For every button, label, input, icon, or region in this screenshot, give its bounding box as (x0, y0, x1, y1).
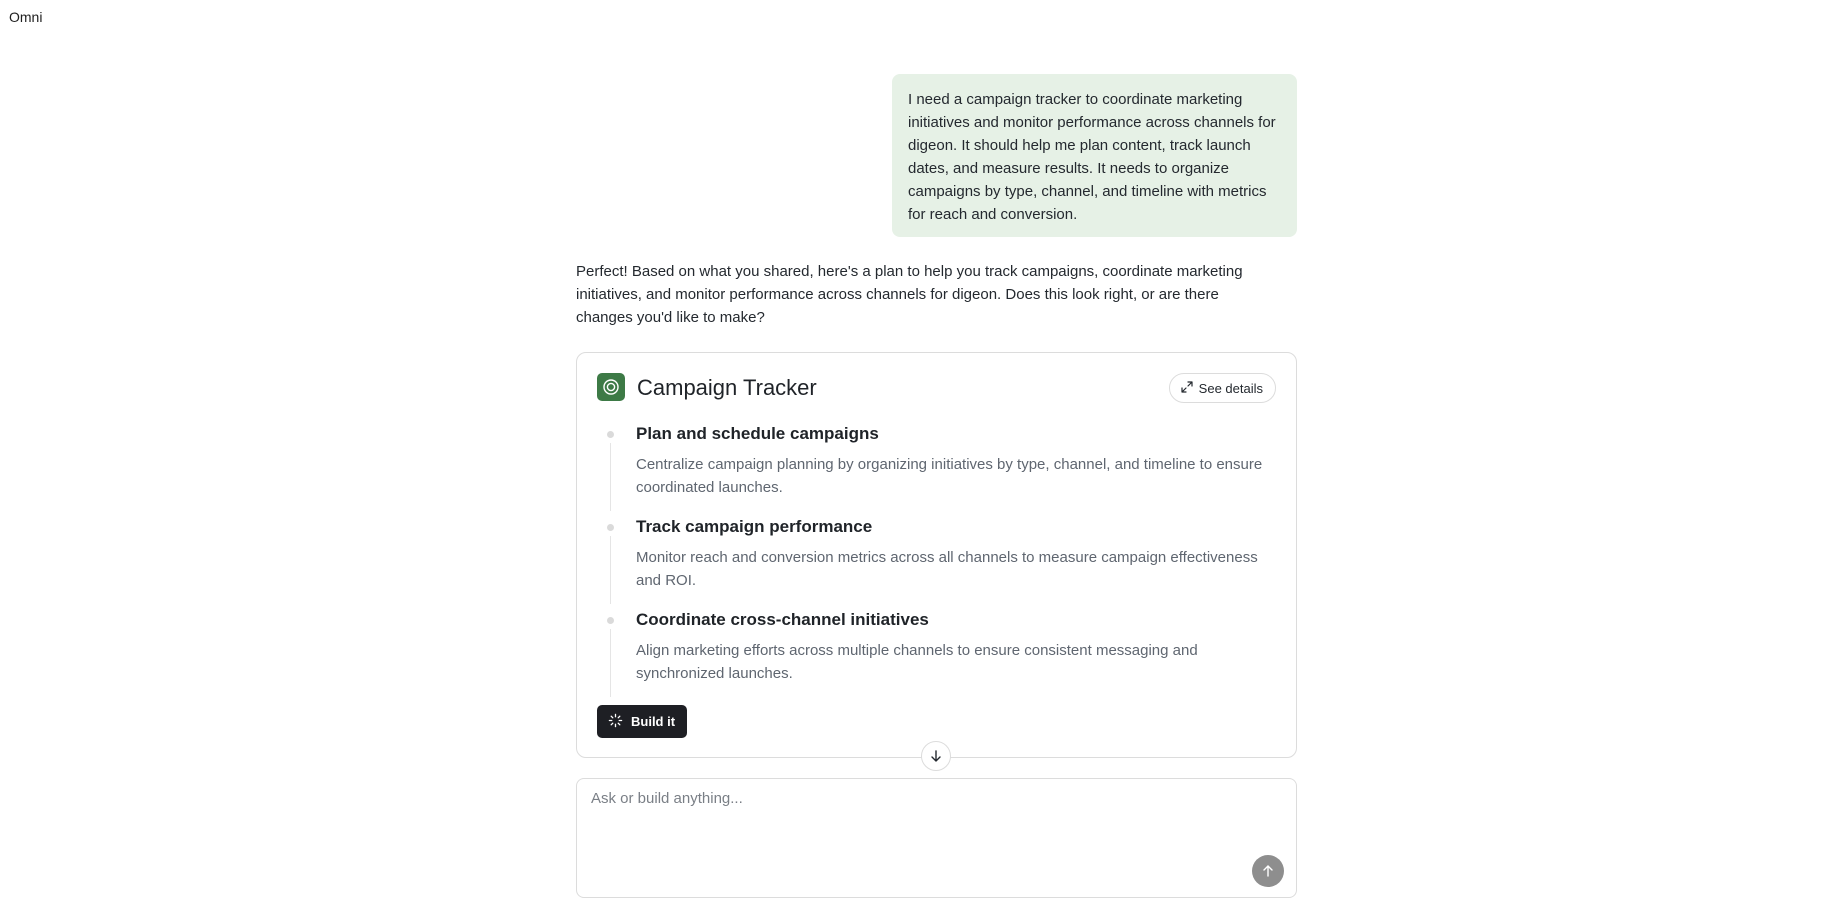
step-title: Coordinate cross-channel initiatives (636, 610, 929, 629)
step-connector (610, 443, 611, 511)
scroll-down-button[interactable] (921, 741, 951, 771)
see-details-label: See details (1198, 380, 1263, 396)
step-description: Centralize campaign planning by organizing initiatives by type, channel, and timeline to ensure coordinated launches. (636, 456, 1263, 496)
step-bullet (607, 524, 614, 531)
arrow-up-icon (1261, 864, 1275, 878)
assistant-message: Perfect! Based on what you shared, here's a plan to help you track campaigns, coordinate marketing initiatives, and monitor performance across channels for digeon. Does this look right, or are there changes you'd like to make? (576, 263, 1243, 326)
step-connector (610, 629, 611, 697)
plan-step (597, 423, 1276, 516)
app-title: Omni (9, 9, 43, 25)
plan-title: Campaign Tracker (637, 375, 817, 400)
sparkle-icon (608, 713, 623, 731)
plan-steps (597, 423, 1276, 702)
plan-step (597, 516, 1276, 609)
see-details-button[interactable] (1169, 373, 1276, 403)
step-title: Track campaign performance (636, 517, 873, 536)
build-it-button[interactable] (597, 705, 687, 738)
composer (576, 778, 1297, 898)
plan-header (597, 373, 1276, 403)
step-description: Monitor reach and conversion metrics across all channels to measure campaign effectiveness and ROI. (636, 549, 1258, 589)
send-button[interactable] (1252, 855, 1284, 887)
step-bullet (607, 431, 614, 438)
expand-icon (1181, 381, 1193, 396)
plan-step (597, 609, 1276, 702)
user-message: I need a campaign tracker to coordinate marketing initiatives and monitor performance across channels for digeon. It should help me plan content, track launch dates, and measure results. It needs to organize campaigns by type, channel, and timeline with metrics for reach and conversion. (892, 74, 1297, 237)
composer-input[interactable] (589, 789, 1233, 808)
target-icon (597, 373, 625, 401)
plan-card (576, 352, 1297, 758)
arrow-down-icon (929, 749, 943, 763)
step-bullet (607, 617, 614, 624)
step-connector (610, 536, 611, 604)
step-description: Align marketing efforts across multiple channels to ensure consistent messaging and synchronized launches. (636, 642, 1198, 682)
build-it-label: Build it (631, 714, 676, 729)
step-title: Plan and schedule campaigns (636, 424, 879, 443)
